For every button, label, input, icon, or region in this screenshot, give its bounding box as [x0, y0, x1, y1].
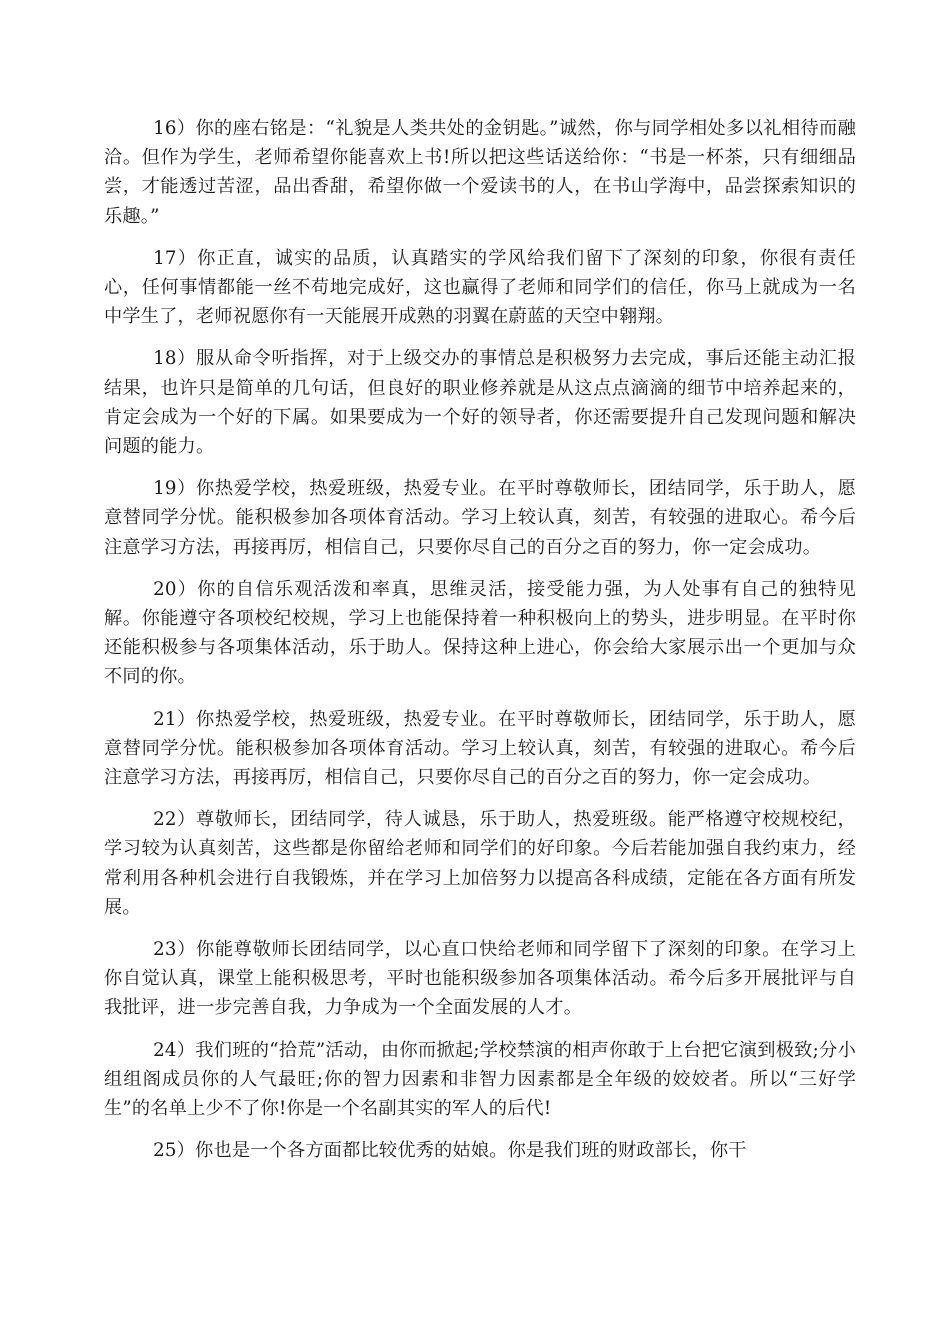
- paragraph-23: 23）你能尊敬师长团结同学，以心直口快给老师和同学留下了深刻的印象。在学习上你自觉认真，课堂上能积极思考，平时也能积级参加各项集体活动。希今后多开展批评与自我批评，进一步完善自我，力争成为一个全面发展的人才。: [104, 939, 856, 1019]
- paragraph-22: 22）尊敬师长，团结同学，待人诚恳，乐于助人，热爱班级。能严格遵守校规校纪，学习较为认真刻苦，这些都是你留给老师和同学们的好印象。今后若能加强自我约束力，经常利用各种机会进行自我锻炼，并在学习上加倍努力以提高各科成绩，定能在各方面有所发展。: [104, 809, 856, 918]
- paragraph-16: 16）你的座右铭是：“礼貌是人类共处的金钥匙。”诚然，你与同学相处多以礼相待而融洽。但作为学生，老师希望你能喜欢上书!所以把这些话送给你：“书是一杯茶，只有细细品尝，才能透过苦涩，品出香甜，希望你做一个爱读书的人，在书山学海中，品尝探索知识的乐趣。”: [104, 118, 856, 227]
- paragraph-24: 24）我们班的“拾荒”活动，由你而掀起;学校禁演的相声你敢于上台把它演到极致;分小组组阁成员你的人气最旺;你的智力因素和非智力因素都是全年级的姣姣者。所以“三好学生”的名单上少不了你!你是一个名副其实的军人的后代!: [104, 1039, 856, 1120]
- paragraph-18: 18）服从命令听指挥，对于上级交办的事情总是积极努力去完成，事后还能主动汇报结果，也许只是简单的几句话，但良好的职业修养就是从这点点滴滴的细节中培养起来的，肯定会成为一个好的下属。如果要成为一个好的领导者，你还需要提升自己发现问题和解决问题的能力。: [104, 348, 856, 458]
- paragraph-21: 21）你热爱学校，热爱班级，热爱专业。在平时尊敬师长，团结同学，乐于助人，愿意替同学分忧。能积极参加各项体育活动。学习上较认真，刻苦，有较强的进取心。希今后注意学习方法，再接再厉，相信自己，只要你尽自己的百分之百的努力，你一定会成功。: [104, 708, 856, 789]
- paragraph-25: 25）你也是一个各方面都比较优秀的姑娘。你是我们班的财政部长，你干: [153, 1140, 747, 1162]
- paragraph-19: 19）你热爱学校，热爱班级，热爱专业。在平时尊敬师长，团结同学，乐于助人，愿意替同学分忧。能积极参加各项体育活动。学习上较认真，刻苦，有较强的进取心。希今后注意学习方法，再接再厉，相信自己，只要你尽自己的百分之百的努力，你一定会成功。: [104, 478, 856, 558]
- paragraph-17: 17）你正直，诚实的品质，认真踏实的学风给我们留下了深刻的印象，你很有责任心，任何事情都能一丝不苟地完成好，这也赢得了老师和同学们的信任，你马上就成为一名中学生了，老师祝愿你有一天能展开成熟的羽翼在蔚蓝的天空中翱翔。: [104, 247, 856, 328]
- paragraph-20: 20）你的自信乐观活泼和率真，思维灵活，接受能力强，为人处事有自己的独特见解。你能遵守各项校纪校规，学习上也能保持着一种积极向上的势头，进步明显。在平时你还能积极参与各项集体活动，乐于助人。保持这种上进心，你会给大家展示出一个更加与众不同的你。: [104, 578, 856, 688]
- document-body: [104, 114, 856, 1179]
